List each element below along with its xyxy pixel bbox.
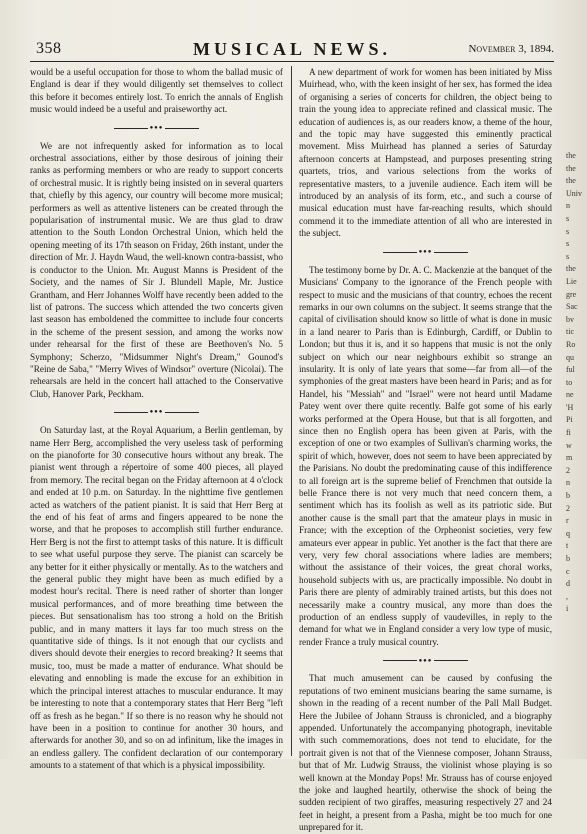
journal-title: MUSICAL NEWS. [192,39,392,59]
page-header [30,39,554,62]
section-ornament: ●●● [299,246,552,259]
column-rule [291,66,292,756]
section-ornament: ●●● [30,122,283,135]
left-column [30,66,283,772]
article-mackenzie-french: The testimony borne by Dr. A. C. Mackenzie at the banquet of the Musicians' Company to the ignorance of the French people with respect to music and the musicians of that country, echoes the recent remarks in our own columns on the subject. It seems strange that the capital of civilisation should know so little of what is done in music in a land nearer to Paris than is Edinburgh, Cardiff, or Dublin to London; but thus it is, and it so happens that music is not the only subject on which our near neighbours exhibit so strange an insularity. It is only of late years that some—far from all—of the symphonies of the great masters have been heard in Paris; and as for Handel, his "Messiah" and "Israel" were not heard until Madame Patey went over there quite recently. Balfe got some of his early works performed at the Opera House, but that is all forgotten, and since then no English opera has been given at Paris, with the exception of one or two examples of Sullivan's charming works, the spirit of which, however, does not seem to have been appreciated by the Parisians. No doubt the predominating cause of this indifference to all foreign art is the supreme belief of Frenchmen that outside la belle France there is not very much that need concern them, a sentiment which has its foolish as well as its patriotic side. But another cause is the small part that the amateur plays in music in France; with the exception of the Orpheonist societies, very few amateurs ever appear in public. Yet another is the fact that there are very, very few choral associations where ladies are members; without the assistance of their voices, the great choral works, household subjects with us, are practically impossible. No doubt in Paris there are plenty of admirably trained artists, but this does not necessarily make a country musical, any more than does the production of an endless supply of vaudevilles, in reply to the demand for what we in England consider a very low type of music, render France a truly musical country. [299,264,552,647]
page-number: 358 [36,40,62,57]
article-childrens-concerts: A new department of work for women has been initiated by Miss Muirhead, who, with the keen insight of her sex, has formed the idea of organising a series of concerts for children, the object being to train the young idea to appreciate refined and classical music. The education of audiences is, as our readers know, a theme of the hour, and the topic may have suggested this eminently practical movement. Miss Muirhead has planned a series of Saturday afternoon concerts at Hampstead, and purposes presenting string quartets, trios, and various selections from the works of representative masters, to a juvenile audience. Each item will be introduced by an analysis of its form, etc., and such a course of musical education must have far-reaching results, which should commend it to the immediate attention of all who are interested in the subject. [299,67,552,239]
section-ornament: ●●● [30,406,283,419]
section-ornament: ●●● [299,654,552,667]
issue-date: November 3, 1894. [468,43,554,55]
article-orchestral-union: We are not infrequently asked for information as to local orchestral associations, either by those desirous of joining their ranks as performing members or who are ready to support concerts of orchestral music. It is rightly being insisted on in several quarters that, chiefly by this agency, our country will become more musical; performers as well as attentive listeners can be created through the popularisation of instrumental music. We are thus glad to draw attention to the South London Orchestral Union, which held the opening meeting of its 17th season on Friday, 26th instant, under the direction of Mr. J. Haydn Waud, the well-known contra-bassist, who is conductor to the Union. Mr. August Manns is President of the Society, and the names of Sir J. Blundell Maple, Mr. Justice Grantham, and Herr Johannes Wolff have recently been added to the list of patrons. The success which attended the two concerts given last season has emboldened the committee to include four concerts in the scheme of the present session, and among the works now under rehearsal for the first of these are Beethoven's No. 5 Symphony; Scherzo, "Midsummer Night's Dream," Gounod's "Reine de Saba," "Merry Wives of Windsor" overture (Nicolai). The rehearsals are held in the concert hall attached to the Conservative Club, Hanover Park, Peckham. [30,140,283,399]
article-strauss-confusion: That much amusement can be caused by confusing the reputations of two eminent musicians bearing the same surname, is shown in the reading of a recent number of the Pall Mall Budget. Here the Jubilee of Johann Strauss is chronicled, and a biography appended. Unfortunately the accompanying photograph, inevitable with such commemorations, does not tend to elucidate, for the portrait given is not that of the Viennese composer, Johann Strauss, but that of Mr. Ludwig Strauss, the violinist whose playing is so well known at the Monday Pops! Mr. Strauss has of course enjoyed the joke and laughed heartily, otherwise the shock of being the sudden recipient of two giraffes, measuring respectively 27 and 24 feet in height, a present from a Pasha, might be too much for one unprepared for it. [299,673,552,833]
right-column [299,66,552,834]
article-ballad-music-end: would be a useful occupation for those to whom the ballad music of England is dear if they would diligently set themselves to collect this before it becomes entirely lost. To enrich the annals of English music would indeed be a useful and praiseworthy act. [30,67,283,115]
article-herr-berg: On Saturday last, at the Royal Aquarium, a Berlin gentleman, by name Herr Berg, accomplished the very useless task of performing on the pianoforte for 30 consecutive hours without any break. The pianist went through a répertoire of some 400 pieces, all played from memory. The recital began on the Friday afternoon at 4 o'clock and ended at 10 p.m. on Saturday. In the nighttime five gentlemen acted as watchers of the patient pianist. It is said that Herr Berg at the end of his feat of arms and fingers appeared to be none the worse, and that he proposes to accomplish still further endurance. Herr Berg is not the first to attempt tasks of this nature. It is difficult to see what useful purpose they serve. The pianist can scarcely be any better for it either physically or mentally. As to the watchers and the general public they might have been as much edified by a modest hour's recital. There is need rather of shorter than longer musical performances, and of more breathing time between the pieces. But sensationalism has too strong a hold on the British public, and in many matters it lays far too much stress on the quantitative side of things. Is it not enough that our cyclists and divers should devote their energies to record breaking? It seems that music, too, must be made a matter of endurance. What should be elevating and ennobling is made the excuse for an exhibition in which the principal interest attaches to muscular endurance. It may be interesting to note that a contemporary states that Herr Berg "left off as fresh as he began." If so there is no reason why he should not have been in a position to continue for another 30 hours, and afterwards for another 30, and so on ad infinitum, like the images in an endless gallery. The confident declaration of our contemporary amounts to a statement of that which is a physical impossibility. [30,425,283,771]
adjacent-page-fragments: the the the Univ n s s s s the Lie gre Sac bv tic Ro qu ful to ne 'H Pi fi w m 2 n b 2 r q t b c d , i [566,151,582,614]
